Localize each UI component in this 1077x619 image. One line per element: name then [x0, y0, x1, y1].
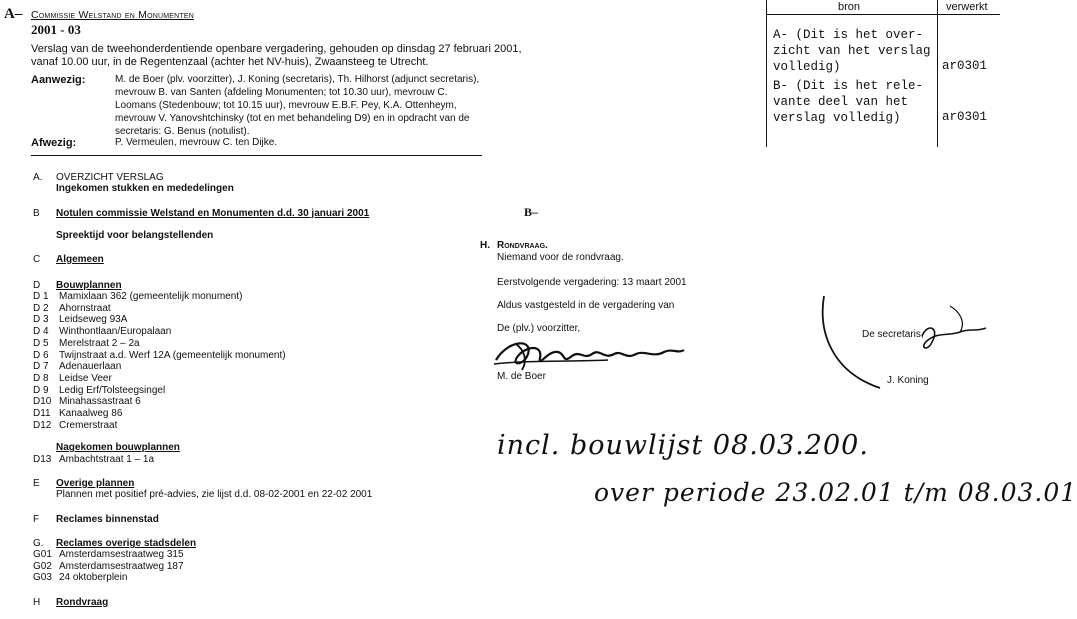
- agenda-f-title: Reclames binnenstad: [56, 514, 159, 525]
- item-text: Mamixlaan 362 (gemeentelijk monument): [59, 291, 243, 302]
- list-item: [33, 326, 286, 338]
- item-code: D 8: [33, 372, 49, 384]
- agenda-g-title: Reclames overige stadsdelen: [56, 538, 197, 549]
- stamp-text: vante deel van het: [773, 95, 909, 109]
- agenda-e-title: Overige plannen: [56, 478, 135, 489]
- agenda-code: B: [33, 208, 40, 219]
- stamp-text: zicht van het verslag: [773, 44, 931, 58]
- item-code: D 6: [33, 349, 49, 361]
- list-item: [33, 373, 286, 385]
- item-text: Amsterdamsestraatweg 187: [59, 560, 184, 572]
- adopted-text: Aldus vastgesteld in de vergadering van: [497, 300, 675, 311]
- item-code: D10: [33, 396, 52, 408]
- chair-label: De (plv.) voorzitter,: [497, 323, 581, 334]
- agenda-code: C: [33, 254, 41, 265]
- present-label: Aanwezig:: [31, 74, 86, 86]
- agenda-code: G.: [33, 538, 44, 549]
- item-text: Leidseweg 93A: [59, 314, 128, 326]
- stamp-text: A- (Dit is het over-: [773, 28, 924, 42]
- item-code: D 9: [33, 384, 49, 396]
- list-item: [33, 303, 286, 315]
- stamp-verwerkt-a: ar0301: [942, 59, 988, 73]
- absent-label: Afwezig:: [31, 137, 77, 149]
- bouwplannen-list: [33, 291, 286, 431]
- list-item: [33, 361, 286, 373]
- item-text: Amsterdamsestraatweg 315: [59, 549, 184, 560]
- item-code: D11: [33, 408, 51, 420]
- list-item: [33, 314, 286, 326]
- present-line: M. de Boer (plv. voorzitter), J. Koning (secretaris), Th. Hilhorst (adjunct secretaris),: [115, 74, 480, 85]
- item-code: D 2: [33, 302, 49, 314]
- agenda-code: E: [33, 478, 40, 489]
- late-plans-title: Nagekomen bouwplannen: [56, 442, 180, 453]
- intro-line-1: Verslag van de tweehonderdentiende openbare vergadering, gehouden op dinsdag 27 februari 2001,: [31, 43, 522, 55]
- stamp-header-rule: [766, 14, 1000, 15]
- list-item: [33, 572, 184, 584]
- list-item: [33, 396, 286, 408]
- absent-text: P. Vermeulen, mevrouw C. ten Dijke.: [115, 137, 278, 148]
- document-title: Commissie Welstand en Monumenten: [31, 9, 194, 21]
- item-text: Leidse Veer: [59, 372, 112, 384]
- reclames-list: [33, 549, 184, 584]
- agenda-c-title: Algemeen: [56, 254, 104, 265]
- list-item: [33, 454, 154, 465]
- item-text: Twijnstraat a.d. Werf 12A (gemeentelijk monument): [59, 349, 286, 361]
- stamp-row-b: [773, 78, 923, 126]
- item-text: Ambachtstraat 1 – 1a: [59, 454, 155, 465]
- item-text: 24 oktoberplein: [59, 572, 128, 584]
- item-code: D 1: [33, 291, 49, 302]
- agenda-e-text: Plannen met positief pré-advies, zie lijst d.d. 08-02-2001 en 22-02 2001: [56, 489, 373, 500]
- item-code: D12: [33, 419, 52, 431]
- item-code: D 7: [33, 361, 49, 373]
- agenda-a-title: OVERZICHT VERSLAG: [56, 172, 164, 183]
- list-item: [33, 350, 286, 362]
- item-code: G03: [33, 572, 52, 584]
- list-item: [33, 338, 286, 350]
- chair-name: M. de Boer: [497, 371, 546, 382]
- stamp-col-bron: bron: [838, 1, 861, 13]
- section-a-mark: A–: [4, 6, 23, 22]
- agenda-b-title: Notulen commissie Welstand en Monumenten d.d. 30 januari 2001: [56, 208, 370, 219]
- stamp-text: volledig): [773, 60, 841, 74]
- closing-h-title: Rondvraag.: [497, 240, 548, 251]
- stamp-text: verslag volledig): [773, 111, 901, 125]
- item-text: Ledig Erf/Tolsteegsingel: [59, 384, 166, 396]
- stamp-left-border: [766, 0, 767, 147]
- agenda-a-sub: Ingekomen stukken en mededelingen: [56, 183, 234, 194]
- item-text: Minahassastraat 6: [59, 396, 141, 408]
- item-code: D 5: [33, 337, 49, 349]
- stamp-verwerkt-b: ar0301: [942, 110, 988, 124]
- item-text: Adenauerlaan: [59, 361, 122, 373]
- list-item: [33, 420, 286, 432]
- handwritten-note-line-1: incl. bouwlijst 08.03.200.: [497, 430, 869, 461]
- list-item: [33, 385, 286, 397]
- agenda-code: A.: [33, 172, 43, 183]
- agenda-code: F: [33, 514, 40, 525]
- list-item: [33, 549, 184, 561]
- item-code: D 3: [33, 314, 49, 326]
- present-line: Loomans (Stedenbouw; tot 10.15 uur), mevrouw E.B.F. Pey, K.A. Ottenheym,: [115, 100, 457, 111]
- item-text: Kanaalweg 86: [59, 408, 123, 420]
- item-text: Cremerstraat: [59, 419, 118, 431]
- next-meeting: Eerstvolgende vergadering: 13 maart 2001: [497, 277, 687, 288]
- section-b-mark: B–: [524, 205, 539, 219]
- chair-signature: [488, 330, 688, 380]
- list-item: [33, 561, 184, 573]
- item-text: Winthontlaan/Europalaan: [59, 326, 172, 338]
- item-code: G02: [33, 560, 52, 572]
- document-year: 2001 - 03: [31, 22, 81, 37]
- secretary-signature: [810, 292, 990, 392]
- secretary-name: J. Koning: [887, 375, 929, 386]
- present-line: mevrouw V. Yanovshtchinsky (tot en met behandeling D9) en in opdracht van de: [115, 113, 470, 124]
- stamp-col-verwerkt: verwerkt: [946, 1, 988, 13]
- item-text: Merelstraat 2 – 2a: [59, 337, 140, 349]
- list-item: [33, 291, 286, 303]
- stamp-text: B- (Dit is het rele-: [773, 79, 924, 93]
- header-divider: [31, 155, 482, 156]
- item-code: G01: [33, 549, 52, 560]
- handwritten-note-line-2: over periode 23.02.01 t/m 08.03.01: [594, 478, 1077, 507]
- item-code: D 4: [33, 326, 49, 338]
- agenda-code: H: [33, 597, 41, 608]
- present-line: mevrouw B. van Santen (afdeling Monumenten; tot 10.30 uur), mevrouw C.: [115, 87, 448, 98]
- item-code: D13: [33, 454, 52, 465]
- stamp-divider: [937, 0, 938, 147]
- agenda-code: D: [33, 280, 41, 291]
- closing-h-text: Niemand voor de rondvraag.: [497, 252, 624, 263]
- intro-line-2: vanaf 10.00 uur, in de Regentenzaal (achter het NV-huis), Zwaansteeg te Utrecht.: [31, 56, 429, 68]
- present-line: secretaris: G. Benus (notulist).: [115, 126, 250, 137]
- agenda-h-title: Rondvraag: [56, 597, 109, 608]
- agenda-d-title: Bouwplannen: [56, 280, 122, 291]
- closing-h-code: H.: [480, 240, 490, 251]
- agenda-b-sub: Spreektijd voor belangstellenden: [56, 230, 214, 241]
- list-item: [33, 408, 286, 420]
- secretary-label: De secretaris,: [862, 329, 924, 340]
- item-text: Ahornstraat: [59, 302, 111, 314]
- stamp-row-a: [773, 27, 931, 75]
